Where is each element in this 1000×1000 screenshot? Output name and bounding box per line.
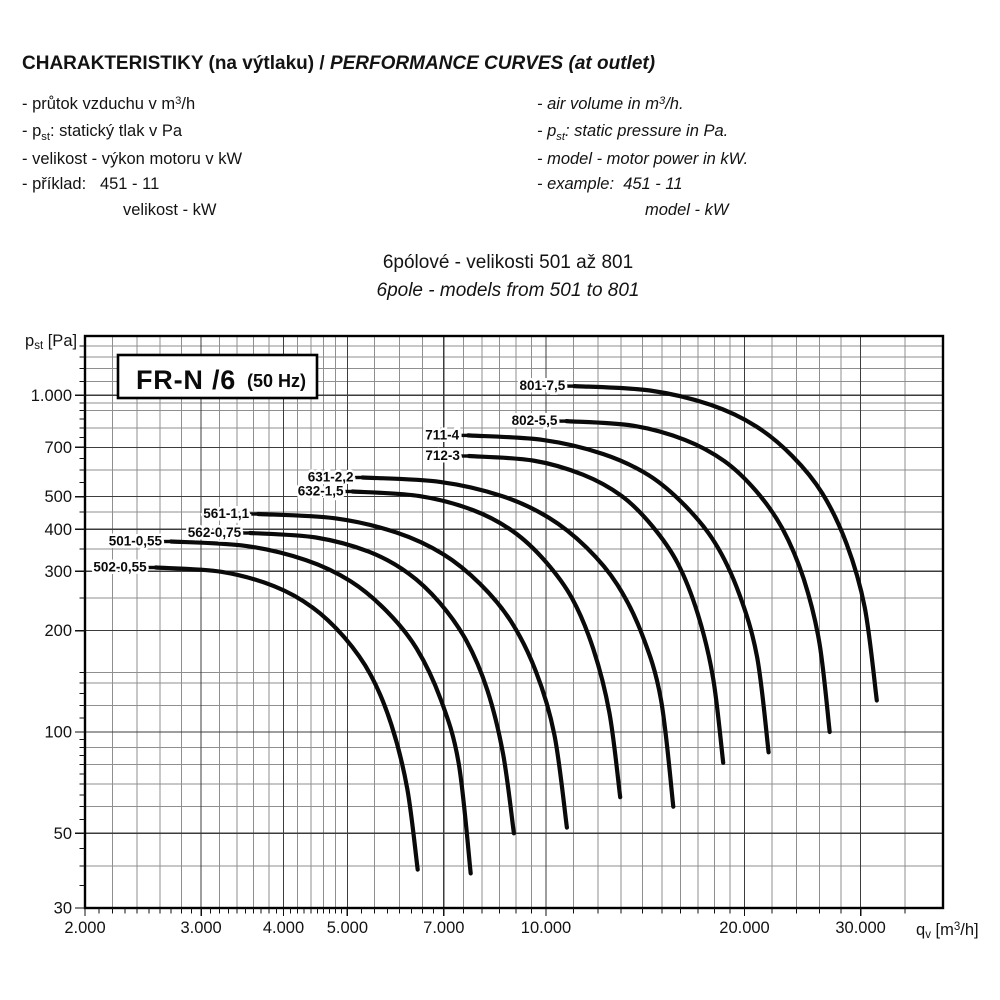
subtitle-czech: 6pólové - velikosti 501 až 801 [382,252,634,273]
curve-labels [93,378,565,574]
y-tick-label: 30 [53,899,72,918]
x-tick-label: 10.000 [520,919,572,937]
y-axis-title: pst [Pa] [25,332,78,352]
curve-label-501-0-55: 501-0,55 [108,533,162,549]
curve-label-711-4: 711-4 [425,427,460,443]
subtitle-english: 6pole - models from 501 to 801 [376,280,640,301]
curve-631-2-2 [363,478,674,807]
x-tick-label: 30.000 [835,919,886,937]
chart-title-box [118,355,317,398]
curve-632-1-5 [353,492,621,798]
title-separator: / [314,53,330,74]
curve-label-502-0-55: 502-0,55 [93,559,147,575]
note-line: - velikost - výkon motoru v kW [22,149,243,168]
note-line: - průtok vzduchu v $m^3/h$ [22,94,196,113]
curve-501-0-55 [171,542,471,874]
y-tick-label: 300 [44,562,72,581]
x-tick-label: 5.000 [326,919,369,937]
note-line: velikost - kW [123,200,217,219]
curve-label-562-0-75: 562-0,75 [187,525,242,540]
curve-502-0-55 [156,568,418,870]
x-tick-label: 2.000 [64,919,106,937]
x-tick-label: 3.000 [180,919,222,937]
x-axis-tick-labels [64,919,885,937]
note-line: - pst: static pressure in Pa. [537,122,729,143]
x-tick-label: 7.000 [423,919,465,937]
note-line: - air volume in $m^3/h$. [537,94,684,113]
curves [148,386,877,873]
y-tick-label: 700 [44,438,72,457]
y-tick-label: 50 [53,824,72,843]
x-tick-label: 4.000 [262,919,305,937]
note-line: - model - motor power in kW. [537,149,749,168]
curve-label-561-1-1: 561-1,1 [203,506,250,521]
chart-title-suffix: (50 Hz) [247,371,307,391]
curve-712-3 [469,456,723,763]
note-line: - example: 451 - 11 [537,175,683,194]
x-tick-label: 20.000 [719,919,770,937]
curve-label-801-7-5: 801-7,5 [519,378,566,394]
chart-title: FR-N /6 [136,365,237,395]
y-tick-label: 1.000 [30,386,72,405]
curve-label-631-2-2: 631-2,2 [307,469,354,485]
y-axis-tick-labels [31,387,72,918]
y-tick-label: 200 [44,622,72,641]
page-title-czech: CHARAKTERISTIKY (na výtlaku) [22,53,315,74]
curve-label-712-3: 712-3 [425,448,460,463]
note-line: - příklad: 451 - 11 [22,175,160,194]
note-line: model - kW [645,200,729,219]
y-tick-label: 100 [44,723,72,742]
page-title-english: PERFORMANCE CURVES (at outlet) [329,53,656,74]
curve-801-7-5 [574,386,877,700]
y-tick-label: 400 [44,520,72,539]
note-line: - pst: statický tlak v Pa [22,122,183,143]
curve-label-632-1-5: 632-1,5 [297,483,344,499]
y-tick-label: 500 [44,488,72,507]
curve-711-4 [468,435,768,752]
x-axis-title: qv $[m^3/h]$ [916,921,979,941]
curve-label-802-5-5: 802-5,5 [511,413,558,429]
